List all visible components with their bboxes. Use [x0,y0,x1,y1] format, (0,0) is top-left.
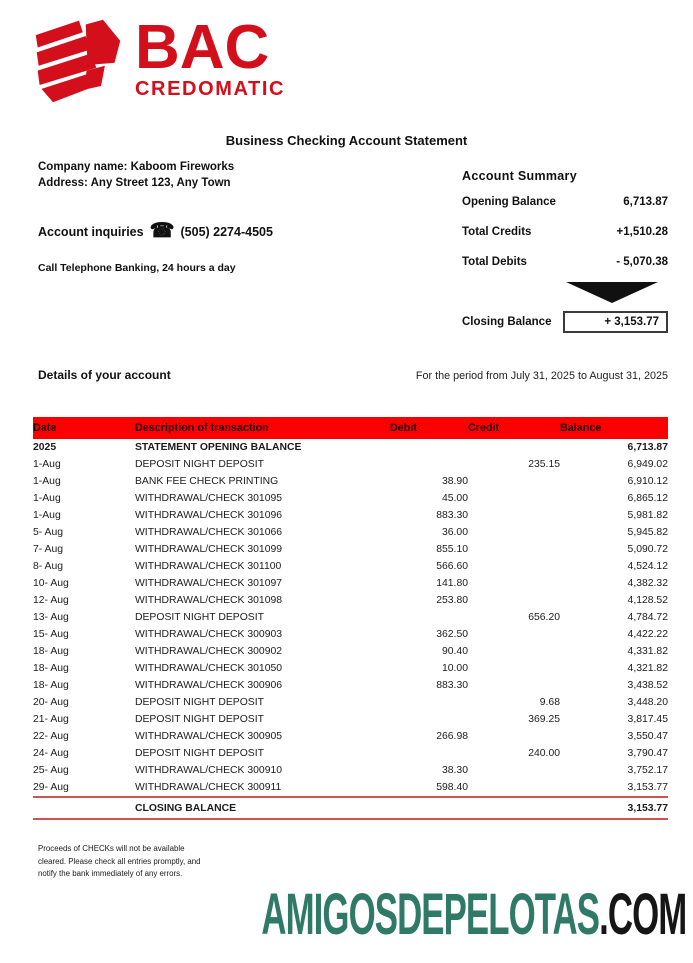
cell-debit [390,439,468,456]
table-row [33,609,668,626]
closing-balance-table-row [33,797,668,819]
summary-row-label: Total Debits [462,256,527,268]
cell-balance: 6,949.02 [627,459,668,470]
brand-text [135,14,285,101]
cell-description: DEPOSIT NIGHT DEPOSIT [135,459,264,470]
account-summary-rows [462,196,668,268]
table-row [33,779,668,797]
table-row [33,626,668,643]
cell-credit [468,507,560,524]
cell-credit [468,626,560,643]
cell-description: DEPOSIT NIGHT DEPOSIT [135,748,264,759]
cell-debit [390,694,468,711]
cell-debit: 883.30 [436,510,468,521]
cell-debit: 566.60 [436,561,468,572]
cell-debit: 141.80 [436,578,468,589]
cell-date: 18- Aug [33,646,69,657]
telephone-banking-line: Call Telephone Banking, 24 hours a day [38,262,236,274]
cell-balance: 4,524.12 [627,561,668,572]
column-header-credit: Credit [468,417,560,439]
brand-subname: CREDOMATIC [135,78,286,100]
table-row [33,575,668,592]
table-row [33,490,668,507]
cell-description: WITHDRAWAL/CHECK 300905 [135,731,283,742]
transactions-table-body [33,439,668,797]
cell-description: DEPOSIT NIGHT DEPOSIT [135,612,264,623]
cell-debit: 362.50 [436,629,468,640]
cell-credit [468,762,560,779]
cell-debit [390,456,468,473]
table-row [33,592,668,609]
transactions-table-header [33,417,668,439]
cell-date: 20- Aug [33,697,69,708]
cell-debit: 36.00 [441,527,468,538]
watermark-suffix-text: .COM [598,882,686,947]
cell-description: WITHDRAWAL/CHECK 300906 [135,680,283,691]
cell-balance: 3,752.17 [627,765,668,776]
brand-name: BAC [135,13,270,82]
cell-description: WITHDRAWAL/CHECK 301097 [135,578,283,589]
cell-debit [390,711,468,728]
account-summary-heading: Account Summary [462,169,577,183]
cell-description: WITHDRAWAL/CHECK 300910 [135,765,283,776]
table-row [33,745,668,762]
table-row [33,456,668,473]
cell-date: 29- Aug [33,782,69,793]
summary-row-value: +1,510.28 [616,226,668,238]
cell-debit: 45.00 [441,493,468,504]
details-heading: Details of your account [38,368,171,382]
account-inquiries-line [38,220,273,242]
cell-description: BANK FEE CHECK PRINTING [135,476,279,487]
cell-date: 15- Aug [33,629,69,640]
cell-credit: 240.00 [528,748,560,759]
closing-cell-description: CLOSING BALANCE [135,797,390,819]
table-row [33,643,668,660]
cell-debit: 10.00 [441,663,468,674]
footnote-line-1: Proceeds of CHECKs will not be available [38,844,185,853]
cell-date: 18- Aug [33,680,69,691]
cell-date: 22- Aug [33,731,69,742]
cell-credit [468,558,560,575]
closing-balance-value-box: + 3,153.77 [563,311,668,333]
cell-credit [468,541,560,558]
cell-description: DEPOSIT NIGHT DEPOSIT [135,697,264,708]
cell-date: 5- Aug [33,527,64,538]
cell-date: 18- Aug [33,663,69,674]
cell-balance: 4,382.32 [627,578,668,589]
table-row [33,541,668,558]
cell-date: 1-Aug [33,459,61,470]
closing-cell-date [33,797,135,819]
cell-credit [468,575,560,592]
summary-row-label: Opening Balance [462,196,556,208]
cell-description: STATEMENT OPENING BALANCE [135,442,302,453]
cell-debit: 266.98 [436,731,468,742]
cell-balance: 6,713.87 [627,442,668,453]
footnote [38,843,201,881]
summary-row [462,256,668,268]
cell-balance: 3,153.77 [627,782,668,793]
column-header-date: Date [33,417,135,439]
cell-credit: 656.20 [528,612,560,623]
table-row [33,694,668,711]
cell-balance: 3,438.52 [627,680,668,691]
cell-debit: 883.30 [436,680,468,691]
cell-balance: 4,321.82 [627,663,668,674]
cell-description: WITHDRAWAL/CHECK 300903 [135,629,283,640]
account-summary [462,169,668,333]
footnote-line-3: notify the bank immediately of any errors. [38,869,183,878]
cell-debit: 38.30 [441,765,468,776]
cell-credit [468,490,560,507]
cell-debit: 598.40 [436,782,468,793]
watermark [261,881,686,948]
company-name-line: Company name: Kaboom Fireworks [38,161,235,173]
cell-date: 24- Aug [33,748,69,759]
cell-credit: 369.25 [528,714,560,725]
cell-balance: 4,784.72 [627,612,668,623]
cell-credit [468,643,560,660]
cell-description: DEPOSIT NIGHT DEPOSIT [135,714,264,725]
cell-description: WITHDRAWAL/CHECK 301099 [135,544,283,555]
cell-debit [390,745,468,762]
cell-date: 13- Aug [33,612,69,623]
summary-row-value: 6,713.87 [623,196,668,208]
details-period-line [38,368,668,382]
table-row [33,558,668,575]
transactions-table [33,417,668,820]
cell-balance: 6,865.12 [627,493,668,504]
cell-balance: 6,910.12 [627,476,668,487]
cell-balance: 3,448.20 [627,697,668,708]
cell-balance: 3,817.45 [627,714,668,725]
table-row [33,473,668,490]
cell-balance: 5,981.82 [627,510,668,521]
table-row [33,524,668,541]
cell-debit: 253.80 [436,595,468,606]
column-header-balance: Balance [560,417,668,439]
arrow-down-icon [566,282,658,303]
column-header-description: Description of transaction [135,417,390,439]
cell-date: 10- Aug [33,578,69,589]
cell-credit: 235.15 [528,459,560,470]
cell-credit [468,660,560,677]
closing-cell-credit [468,797,560,819]
table-row [33,507,668,524]
cell-balance: 3,550.47 [627,731,668,742]
phone-icon: ☎ [149,220,175,242]
cell-balance: 5,945.82 [627,527,668,538]
cell-description: WITHDRAWAL/CHECK 301098 [135,595,283,606]
company-address-line: Address: Any Street 123, Any Town [38,176,231,189]
summary-row-label: Total Credits [462,226,532,238]
table-row [33,762,668,779]
cell-description: WITHDRAWAL/CHECK 301095 [135,493,283,504]
cell-description: WITHDRAWAL/CHECK 300902 [135,646,283,657]
cell-date: 7- Aug [33,544,64,555]
account-inquiries-label: Account inquiries [38,225,144,239]
closing-cell-balance: 3,153.77 [560,797,668,819]
cell-debit: 90.40 [441,646,468,657]
cell-date: 12- Aug [33,595,69,606]
cell-credit [468,677,560,694]
cell-balance: 4,331.82 [627,646,668,657]
cell-credit: 9.68 [539,697,560,708]
cell-debit: 855.10 [436,544,468,555]
closing-cell-debit [390,797,468,819]
cell-balance: 4,422.22 [627,629,668,640]
cell-description: WITHDRAWAL/CHECK 301100 [135,561,282,572]
cell-debit [390,609,468,626]
summary-row [462,196,668,208]
cell-date: 8- Aug [33,561,64,572]
watermark-main-text: AMIGOSDEPELOTAS [260,882,599,947]
summary-row [462,226,668,238]
cell-credit [468,592,560,609]
cell-credit [468,439,560,456]
cell-date: 1-Aug [33,510,61,521]
cell-balance: 3,790.47 [627,748,668,759]
cell-description: WITHDRAWAL/CHECK 300911 [135,782,282,793]
cell-description: WITHDRAWAL/CHECK 301096 [135,510,283,521]
cell-balance: 4,128.52 [627,595,668,606]
table-row [33,439,668,456]
cell-balance: 5,090.72 [627,544,668,555]
cell-credit [468,779,560,797]
table-header-row [33,417,668,439]
cell-credit [468,728,560,745]
closing-balance-label: Closing Balance [462,316,552,328]
summary-row-value: - 5,070.38 [616,256,668,268]
closing-balance-row [462,311,668,333]
cell-description: WITHDRAWAL/CHECK 301050 [135,663,283,674]
table-row [33,728,668,745]
bac-logo-icon [30,14,126,108]
transactions-table-footer [33,797,668,819]
cell-description: WITHDRAWAL/CHECK 301066 [135,527,283,538]
column-header-debit: Debit [390,417,468,439]
inquiries-phone-number: (505) 2274-4505 [180,225,273,239]
table-row [33,677,668,694]
brand-header [30,14,285,108]
cell-date: 21- Aug [33,714,69,725]
footnote-line-2: cleared. Please check all entries promptly, and [38,856,201,866]
document-title: Business Checking Account Statement [225,133,468,148]
statement-period: For the period from July 31, 2025 to August 31, 2025 [415,370,668,382]
table-row [33,711,668,728]
table-row [33,660,668,677]
cell-credit [468,473,560,490]
cell-date: 2025 [33,442,57,453]
company-block [38,160,234,191]
cell-date: 25- Aug [33,765,69,776]
cell-date: 1-Aug [33,493,61,504]
cell-date: 1-Aug [33,476,61,487]
cell-credit [468,524,560,541]
cell-debit: 38.90 [441,476,468,487]
